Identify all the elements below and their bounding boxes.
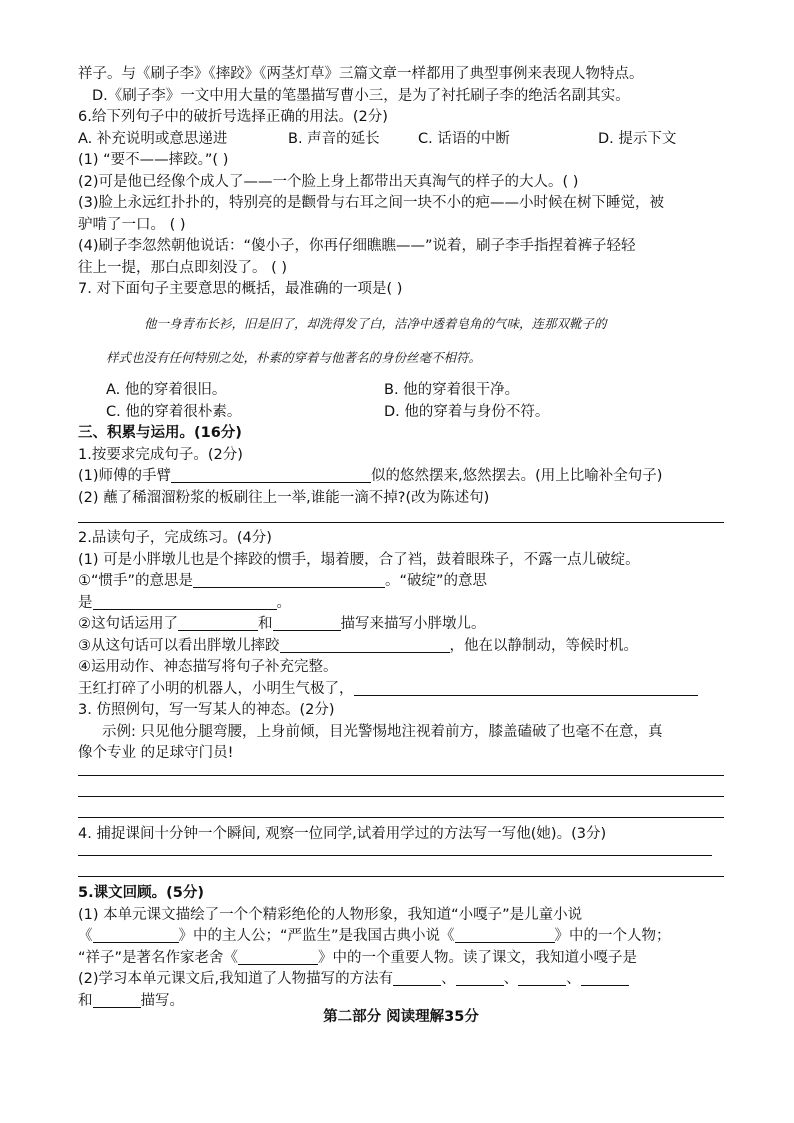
example-line-1: 示例: 只见他分腿弯腰，上身前倾，目光警惕地注视着前方，膝盖磕破了也毫不在意，真 xyxy=(102,723,663,740)
answer-blank[interactable] xyxy=(581,969,629,986)
question-6-item-3-cont: 驴啃了一口。 ( ) xyxy=(78,216,186,233)
prompt-text: ③从这句话可以看出胖墩儿摔跤 xyxy=(78,637,280,654)
prompt-text: ，他在以静制动，等候时机。 xyxy=(449,637,638,654)
exam-page xyxy=(78,64,724,1025)
separator: 、 xyxy=(441,971,456,987)
option-c: C. 话语的中断 xyxy=(418,130,510,147)
prompt-text: (2)学习本单元课文后,我知道了人物描写的方法有 xyxy=(78,971,394,987)
example-line-2: 像个专业 的足球守门员! xyxy=(78,745,234,761)
answer-blank[interactable] xyxy=(171,466,371,483)
section-3-q1-item-2: (2) 蘸了稀溜溜粉浆的板刷往上一举,谁能一滴不掉?(改为陈述句) xyxy=(78,489,490,506)
prompt-text: 王红打碎了小明的机器人，小明生气极了， xyxy=(78,680,354,697)
section-3-q2-item-1 xyxy=(78,571,724,593)
answer-blank[interactable] xyxy=(280,636,450,653)
prompt-text: 》中的主人公；“严监生”是我国古典小说《 xyxy=(178,928,455,944)
prompt-text: 。“破绽”的意思 xyxy=(385,573,488,589)
answer-blank[interactable] xyxy=(273,614,341,631)
answer-blank[interactable] xyxy=(455,926,555,943)
prompt-text: 和 xyxy=(258,616,273,632)
option-a: A. 他的穿着很旧。 xyxy=(106,382,227,398)
answer-blank[interactable] xyxy=(518,969,566,986)
section-3-q1-item-1 xyxy=(78,466,724,488)
prompt-text: 《 xyxy=(78,928,93,944)
option-c: C. 他的穿着很朴素。 xyxy=(106,403,242,420)
separator: 、 xyxy=(566,971,581,987)
answer-blank[interactable] xyxy=(193,571,385,588)
separator: 、 xyxy=(503,971,519,987)
text-line: 祥子。与《刷子李》《摔跤》《两茎灯草》三篇文章一样都用了典型事例来表现人物特点。 xyxy=(78,66,644,82)
quote-line-2: 样式也没有任何特别之处，朴素的穿着与他著名的身份丝毫不相符。 xyxy=(106,349,482,365)
answer-blank[interactable] xyxy=(456,969,504,986)
prompt-text: 描写。 xyxy=(140,992,184,1009)
prompt-text: ①“惯手”的意思是 xyxy=(78,573,194,589)
quote-line-1: 他一身青布长衫，旧是旧了，却洗得发了白，洁净中透着皂角的气味，连那双靴子的 xyxy=(144,316,607,331)
prompt-text: 。 xyxy=(276,594,291,611)
question-6-item-4-cont: 往上一提，那白点即刻没了。 ( ) xyxy=(78,259,288,276)
option-d-line: D.《刷子李》一文中用大量的笔墨描写曹小三，是为了衬托刷子李的绝活名副其实。 xyxy=(92,87,630,104)
section-3-q2-item-2 xyxy=(78,614,724,636)
section-3-heading: 三、积累与运用。(16分) xyxy=(78,425,242,441)
question-6: 6.给下列句子中的破折号选择正确的用法。(2分) xyxy=(78,109,388,125)
section-3-q2-sentence: (1) 可是小胖墩儿也是个摔跤的惯手，塌着腰，合了裆，鼓着眼珠子，不露一点儿破绽。 xyxy=(78,551,640,568)
question-7-options-row-1 xyxy=(78,380,724,402)
option-b: B. 他的穿着很干净。 xyxy=(384,382,520,398)
section-3-q5-item-1-cont xyxy=(78,926,724,948)
prompt-text: “祥子”是著名作家老舍《 xyxy=(78,949,239,966)
section-3-q2-item-4-sentence xyxy=(78,679,724,701)
prompt-text: 似的悠然摆来,悠然摆去。(用上比喻补全句子) xyxy=(371,468,663,484)
prompt-text: (1)师傅的手臂 xyxy=(78,468,172,484)
section-3-q5-item-1-cont2 xyxy=(78,948,724,970)
question-6-item-1: (1) “要不——摔跤。”( ) xyxy=(78,152,229,168)
section-3-q2-item-3 xyxy=(78,636,724,658)
prompt-text: 》中的一个人物； xyxy=(554,928,671,944)
section-3-q2-item-1-cont xyxy=(78,593,724,615)
answer-blank[interactable] xyxy=(93,926,179,943)
section-3-q5-item-1: (1) 本单元课文描绘了一个个精彩绝伦的人物形象，我知道“小嘎子”是儿童小说 xyxy=(78,906,583,923)
question-6-options xyxy=(78,129,724,151)
answer-blank[interactable] xyxy=(93,593,277,610)
option-a: A. 补充说明或意思递进 xyxy=(78,130,228,147)
prompt-text: 和 xyxy=(78,992,93,1009)
answer-blank[interactable] xyxy=(393,969,441,986)
option-b: B. 声音的延长 xyxy=(288,130,380,147)
answer-blank[interactable] xyxy=(178,614,258,631)
section-3-q3: 3. 仿照例句，写一写某人的神态。(2分) xyxy=(78,702,335,718)
question-6-item-3: (3)脸上永远红扑扑的，特别亮的是颧骨与右耳之间一块不小的疤——小时候在树下睡觉，被 xyxy=(78,195,665,211)
answer-blank[interactable] xyxy=(354,679,698,696)
part-2-heading: 第二部分 阅读理解35分 xyxy=(323,1009,479,1025)
section-3-q5: 5.课文回顾。(5分) xyxy=(78,885,204,901)
prompt-text: 是 xyxy=(78,594,93,611)
option-d: D. 提示下文 xyxy=(598,130,677,147)
question-7-options-row-2 xyxy=(78,402,724,424)
question-7: 7. 对下面句子主要意思的概括，最准确的一项是( ) xyxy=(78,281,403,297)
option-d: D. 他的穿着与身份不符。 xyxy=(384,403,550,420)
prompt-text: ②这句话运用了 xyxy=(78,616,178,632)
question-6-item-2: (2)可是他已经像个成人了——一个脸上身上都带出天真淘气的样子的大人。( ) xyxy=(78,173,579,190)
section-3-q4: 4. 捕捉课间十分钟一个瞬间, 观察一位同学,试着用学过的方法写一写他(她)。(3分) xyxy=(78,825,607,842)
prompt-text: 》中的一个重要人物。读了课文，我知道小嘎子是 xyxy=(318,949,638,966)
question-6-item-4: (4)刷子李忽然朝他说话：“傻小子，你再仔细瞧瞧——”说着，刷子李手指捏着裤子轻轻 xyxy=(78,238,636,254)
section-3-q1: 1.按要求完成句子。(2分) xyxy=(78,446,243,463)
answer-blank[interactable] xyxy=(238,948,318,965)
section-3-q2-item-4: ④运用动作、神态描写将句子补充完整。 xyxy=(78,659,338,675)
section-3-q2: 2.品读句子，完成练习。(4分) xyxy=(78,530,272,546)
section-3-q5-item-2 xyxy=(78,969,724,991)
prompt-text: 描写来描写小胖墩儿。 xyxy=(340,616,486,632)
